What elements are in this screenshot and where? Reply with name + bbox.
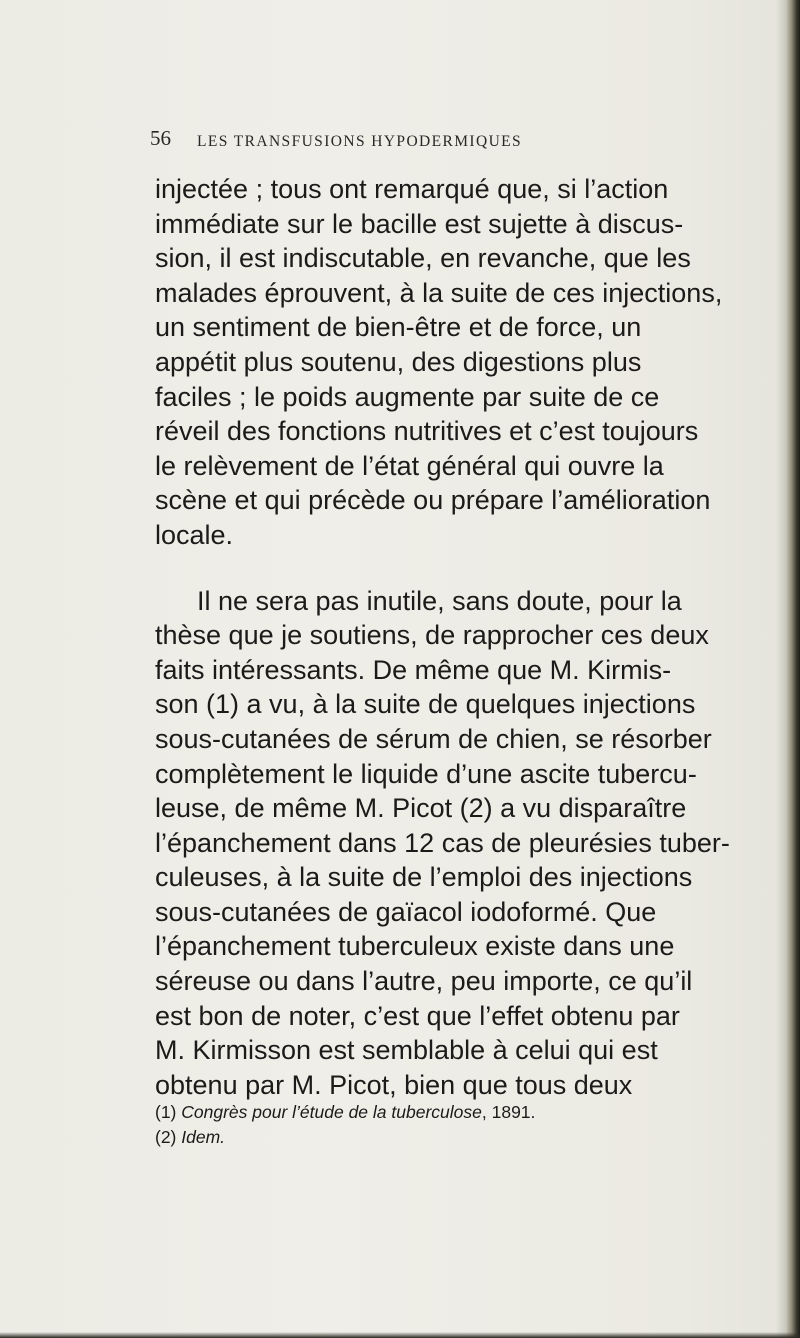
book-binding-edge	[786, 0, 800, 1338]
text-line: injectée ; tous ont remarqué que, si l’action	[155, 174, 669, 204]
text-line: séreuse ou dans l’autre, peu importe, ce qu’il	[155, 966, 693, 997]
text-line: complètement le liquide d’une ascite tubercu-	[155, 758, 697, 789]
text-line: un sentiment de bien-être et de force, un	[155, 312, 642, 343]
text-line: appétit plus soutenu, des digestions plus	[155, 346, 642, 377]
text-line: M. Kirmisson est semblable à celui qui est	[155, 1035, 658, 1066]
text-line: sion, il est indiscutable, en revanche, que les	[155, 243, 691, 274]
text-line: sous-cutanées de gaïacol iodoformé. Que	[155, 896, 657, 927]
paragraph-gap	[155, 553, 695, 584]
footnote-marker: (2)	[155, 1127, 182, 1147]
footnote-source: Idem.	[181, 1127, 226, 1147]
text-line: Il ne sera pas inutile, sans doute, pour la	[197, 585, 682, 616]
text-line: culeuses, à la suite de l’emploi des injections	[155, 862, 693, 893]
text-line: immédiate sur le bacille est sujette à discus-	[155, 208, 684, 239]
footnotes	[155, 1100, 535, 1150]
text-line: réveil des fonctions nutritives et c’est toujours	[155, 416, 699, 447]
text-line: obtenu par M. Picot, bien que tous deux	[155, 1069, 633, 1100]
text-line: faciles ; le poids augmente par suite de ce	[155, 381, 660, 412]
text-line: scène et qui précède ou prépare l’amélioration	[155, 485, 711, 516]
paragraph	[155, 172, 723, 553]
footnote	[155, 1100, 535, 1125]
running-title: LES TRANSFUSIONS HYPODERMIQUES	[197, 133, 523, 150]
text-line: thèse que je soutiens, de rapprocher ces deux	[155, 620, 709, 651]
footnote	[155, 1125, 535, 1150]
footnote-marker: (1)	[155, 1102, 182, 1122]
running-header	[150, 126, 523, 151]
body-text	[155, 172, 730, 1102]
text-line: malades éprouvent, à la suite de ces injections,	[155, 277, 723, 308]
footnote-source: Congrès pour l’étude de la tuberculose	[181, 1102, 482, 1122]
text-line: leuse, de même M. Picot (2) a vu disparaître	[155, 793, 687, 824]
text-line: l’épanchement tuberculeux existe dans une	[155, 931, 675, 962]
text-line: faits intéressants. De même que M. Kirmis-	[155, 654, 672, 685]
text-line: est bon de noter, c’est que l’effet obtenu par	[155, 1000, 680, 1031]
page-number: 56	[150, 126, 171, 150]
paragraph	[155, 584, 730, 1103]
text-line: le relèvement de l’état général qui ouvre la	[155, 450, 664, 481]
text-line: son (1) a vu, à la suite de quelques injections	[155, 689, 696, 720]
footnote-rest: , 1891.	[481, 1102, 536, 1122]
page-bottom-edge	[0, 1332, 800, 1338]
text-line: sous-cutanées de sérum de chien, se résorber	[155, 723, 712, 754]
text-line: l’épanchement dans 12 cas de pleurésies tuber-	[155, 827, 730, 858]
text-line: locale.	[155, 519, 234, 550]
page-edge-shadow	[776, 0, 786, 1338]
